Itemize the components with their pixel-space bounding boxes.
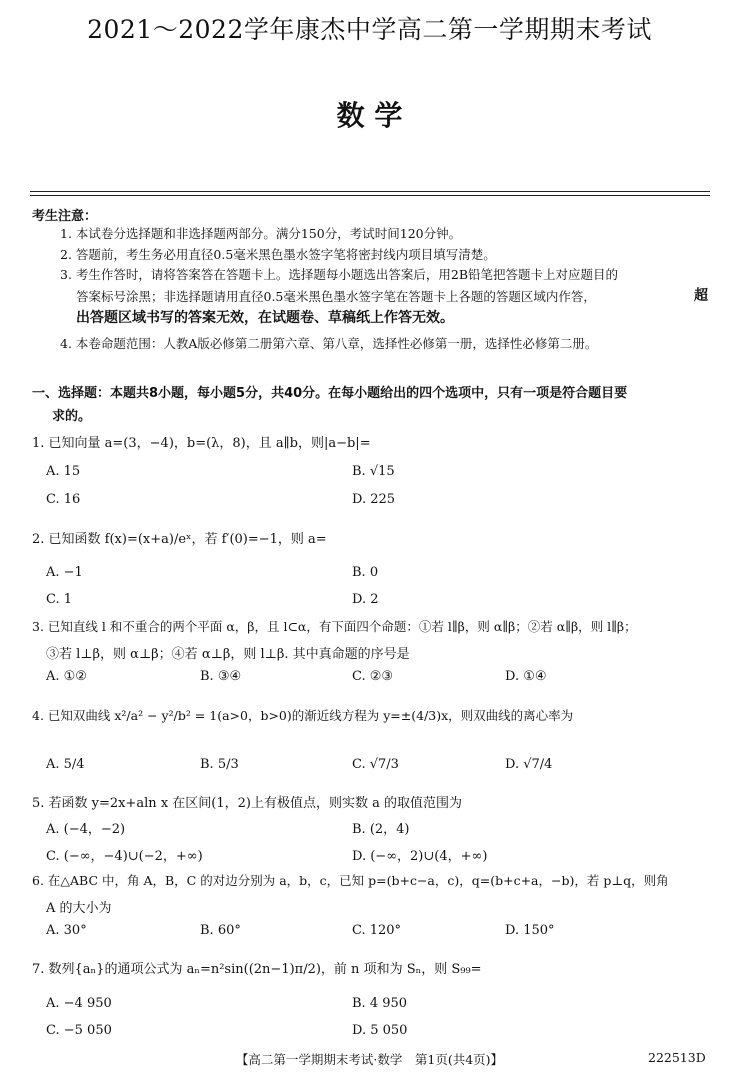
- question-stem: 2. 已知函数 f(x)=(x+a)/eˣ，若 f′(0)=−1，则 a=: [32, 532, 327, 547]
- question-stem: 7. 数列{aₙ}的通项公式为 aₙ=n²sin((2n−1)π/2)，前 n 项和为 Sₙ，则 S₉₉=: [32, 962, 482, 977]
- option-c: C. 1: [46, 592, 73, 607]
- section-heading: 一、选择题：本题共8小题，每小题5分，共40分。在每小题给出的四个选项中，只有一项是符合题目要: [32, 386, 628, 401]
- question-stem: 5. 若函数 y=2x+aln x 在区间(1，2)上有极值点，则实数 a 的取值范围为: [32, 796, 462, 811]
- option-c: C. √7/3: [352, 757, 399, 772]
- question-stem: 3. 已知直线 l 和不重合的两个平面 α，β，且 l⊂α，有下面四个命题：①若 l∥β，则 α∥β；②若 α∥β，则 l∥β；: [32, 619, 637, 634]
- notice-heading: 考生注意：: [32, 209, 98, 224]
- option-d: D. (−∞，2)∪(4，+∞): [352, 849, 488, 864]
- option-c: C. 16: [46, 492, 81, 507]
- option-b: B. √15: [352, 464, 395, 479]
- option-b: B. 4 950: [352, 996, 408, 1011]
- notice-item: 2. 答题前，考生务必用直径0.5毫米黑色墨水签字笔将密封线内项目填写清楚。: [60, 247, 496, 262]
- option-b: B. 5/3: [200, 757, 239, 772]
- question-stem: 4. 已知双曲线 x²/a² − y²/b² = 1(a>0，b>0)的渐近线方程为 y=±(4/3)x，则双曲线的离心率为: [32, 708, 574, 723]
- option-b: B. ③④: [200, 669, 242, 684]
- section-heading: 求的。: [52, 409, 92, 424]
- option-c: C. (−∞，−4)∪(−2，+∞): [46, 849, 203, 864]
- notice-item: 4. 本卷命题范围：人教A版必修第二册第六章、第八章，选择性必修第一册，选择性必修第二册。: [60, 336, 598, 351]
- divider: [30, 195, 710, 196]
- exam-title: 2021～2022学年康杰中学高二第一学期期末考试: [87, 15, 652, 44]
- option-b: B. 60°: [200, 923, 241, 938]
- notice-item: 1. 本试卷分选择题和非选择题两部分。满分150分，考试时间120分钟。: [60, 226, 462, 241]
- option-d: D. 225: [352, 492, 396, 507]
- question-stem: 1. 已知向量 a=(3，−4)，b=(λ，8)，且 a∥b，则|a−b|=: [32, 436, 371, 451]
- option-d: D. ①④: [505, 669, 547, 684]
- option-d: D. 2: [352, 592, 379, 607]
- option-c: C. ②③: [352, 669, 394, 684]
- divider: [30, 191, 710, 192]
- option-a: A. −1: [46, 565, 83, 580]
- page-footer: 【高二第一学期期末考试·数学 第1页(共4页)】: [235, 1052, 504, 1067]
- option-a: A. 30°: [46, 923, 87, 938]
- option-c: C. 120°: [352, 923, 402, 938]
- option-d: D. √7/4: [505, 757, 553, 772]
- option-a: A. −4 950: [46, 996, 112, 1011]
- option-d: D. 5 050: [352, 1023, 408, 1038]
- notice-emphasis: 出答题区域书写的答案无效，在试题卷、草稿纸上作答无效。: [76, 310, 454, 326]
- subject-title: 数 学: [336, 99, 403, 132]
- option-a: A. (−4，−2): [46, 822, 126, 837]
- option-b: B. (2，4): [352, 822, 410, 837]
- option-a: A. 15: [46, 464, 81, 479]
- exam-code: 222513D: [648, 1050, 706, 1065]
- option-b: B. 0: [352, 565, 379, 580]
- question-stem: ③若 l⊥β，则 α⊥β；④若 α⊥β，则 l⊥β. 其中真命题的序号是: [46, 647, 410, 662]
- option-a: A. ①②: [46, 669, 87, 684]
- question-stem: A 的大小为: [46, 901, 112, 916]
- notice-item: 3. 考生作答时，请将答案答在答题卡上。选择题每小题选出答案后，用2B铅笔把答题卡上对应题目的: [60, 267, 619, 282]
- notice-emphasis: 超: [694, 288, 708, 304]
- option-c: C. −5 050: [46, 1023, 112, 1038]
- option-a: A. 5/4: [46, 757, 85, 772]
- question-stem: 6. 在△ABC 中，角 A，B，C 的对边分别为 a，b，c，已知 p=(b+c−a，c)，q=(b+c+a，−b)，若 p⊥q，则角: [32, 873, 669, 888]
- option-d: D. 150°: [505, 923, 555, 938]
- notice-item: 答案标号涂黑；非选择题请用直径0.5毫米黑色墨水签字笔在答题卡上各题的答题区域内作答，: [76, 289, 596, 304]
